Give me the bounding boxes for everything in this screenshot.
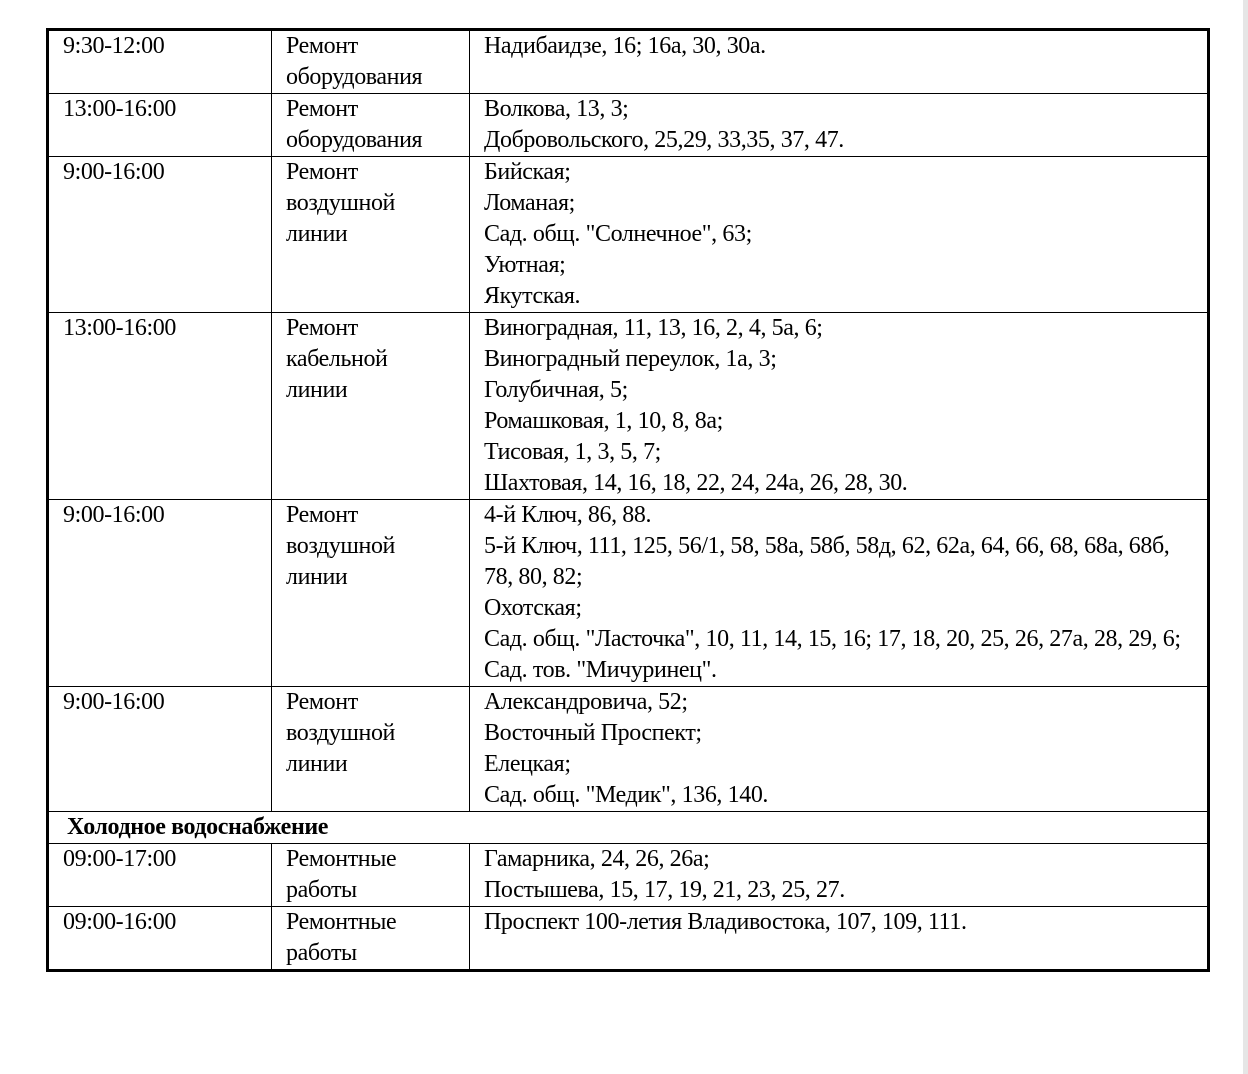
time-cell: 09:00-17:00: [48, 844, 272, 907]
work-type-cell: [272, 500, 470, 687]
work-type-line: воздушной: [286, 533, 395, 559]
address-line: Сад. тов. "Мичуринец".: [484, 657, 717, 683]
work-type-line: линии: [286, 221, 348, 247]
work-type-line: кабельной: [286, 346, 388, 372]
address-cell: [470, 907, 1209, 971]
address-line: Виноградная, 11, 13, 16, 2, 4, 5а, 6;: [484, 315, 823, 341]
address-cell: [470, 313, 1209, 500]
address-cell: [470, 500, 1209, 687]
address-line: Сад. общ. "Медик", 136, 140.: [484, 782, 769, 808]
work-type-cell: [272, 313, 470, 500]
outage-schedule-table: [46, 28, 1210, 972]
work-type-line: линии: [286, 564, 348, 590]
time-cell: 9:00-16:00: [48, 157, 272, 313]
work-type-cell: [272, 844, 470, 907]
address-cell: [470, 157, 1209, 313]
address-line: Восточный Проспект;: [484, 720, 702, 746]
section-header-row: [48, 812, 1209, 844]
address-line: Елецкая;: [484, 751, 571, 777]
address-cell: [470, 687, 1209, 812]
work-type-cell: [272, 907, 470, 971]
address-line: Уютная;: [484, 252, 566, 278]
work-type-line: Ремонт: [286, 96, 358, 122]
address-line: Охотская;: [484, 595, 582, 621]
work-type-line: линии: [286, 377, 348, 403]
address-line: Тисовая, 1, 3, 5, 7;: [484, 439, 661, 465]
work-type-line: воздушной: [286, 720, 395, 746]
work-type-line: Ремонтные: [286, 909, 397, 935]
work-type-cell: [272, 94, 470, 157]
address-line: Голубичная, 5;: [484, 377, 628, 403]
table-row: [48, 844, 1209, 907]
table-row: [48, 687, 1209, 812]
work-type-line: работы: [286, 940, 357, 966]
address-cell: [470, 844, 1209, 907]
address-line: Волкова, 13, 3;: [484, 96, 629, 122]
work-type-line: Ремонт: [286, 502, 358, 528]
work-type-line: оборудования: [286, 127, 423, 153]
time-cell: 13:00-16:00: [48, 313, 272, 500]
address-line: Гамарника, 24, 26, 26а;: [484, 846, 710, 872]
address-line: Надибаидзе, 16; 16а, 30, 30а.: [484, 33, 766, 59]
table-row: [48, 313, 1209, 500]
table-row: [48, 907, 1209, 971]
address-line: Ромашковая, 1, 10, 8, 8а;: [484, 408, 723, 434]
table-row: [48, 94, 1209, 157]
work-type-line: оборудования: [286, 64, 423, 90]
address-line: Шахтовая, 14, 16, 18, 22, 24, 24а, 26, 28, 30.: [484, 470, 908, 496]
work-type-line: Ремонт: [286, 689, 358, 715]
section-title: Холодное водоснабжение: [48, 812, 1209, 844]
address-line: Проспект 100-летия Владивостока, 107, 109, 111.: [484, 909, 967, 935]
address-line: Сад. общ. "Солнечное", 63;: [484, 221, 752, 247]
time-cell: 9:00-16:00: [48, 687, 272, 812]
work-type-line: Ремонт: [286, 315, 358, 341]
work-type-line: Ремонт: [286, 159, 358, 185]
address-line: Добровольского, 25,29, 33,35, 37, 47.: [484, 127, 844, 153]
address-line: 4-й Ключ, 86, 88.: [484, 502, 652, 528]
work-type-line: Ремонт: [286, 33, 358, 59]
table-row: [48, 500, 1209, 687]
address-cell: [470, 94, 1209, 157]
address-line: Якутская.: [484, 283, 581, 309]
work-type-cell: [272, 157, 470, 313]
address-line: Виноградный переулок, 1а, 3;: [484, 346, 777, 372]
address-line: Бийская;: [484, 159, 571, 185]
time-cell: 9:00-16:00: [48, 500, 272, 687]
work-type-cell: [272, 30, 470, 94]
address-line: Ломаная;: [484, 190, 575, 216]
work-type-line: работы: [286, 877, 357, 903]
work-type-line: Ремонтные: [286, 846, 397, 872]
address-line: Постышева, 15, 17, 19, 21, 23, 25, 27.: [484, 877, 845, 903]
work-type-line: воздушной: [286, 190, 395, 216]
work-type-cell: [272, 687, 470, 812]
address-line: Сад. общ. "Ласточка", 10, 11, 14, 15, 16; 17, 18, 20, 25, 26, 27а, 28, 29, 6;: [484, 626, 1181, 652]
time-cell: 13:00-16:00: [48, 94, 272, 157]
table-row: [48, 30, 1209, 94]
time-cell: 9:30-12:00: [48, 30, 272, 94]
work-type-line: линии: [286, 751, 348, 777]
page-edge-shadow: [1243, 0, 1248, 1074]
table-row: [48, 157, 1209, 313]
time-cell: 09:00-16:00: [48, 907, 272, 971]
address-cell: [470, 30, 1209, 94]
address-line: 5-й Ключ, 111, 125, 56/1, 58, 58а, 58б, 58д, 62, 62а, 64, 66, 68, 68а, 68б, 78, 80, 82;: [484, 533, 1170, 590]
address-line: Александровича, 52;: [484, 689, 688, 715]
